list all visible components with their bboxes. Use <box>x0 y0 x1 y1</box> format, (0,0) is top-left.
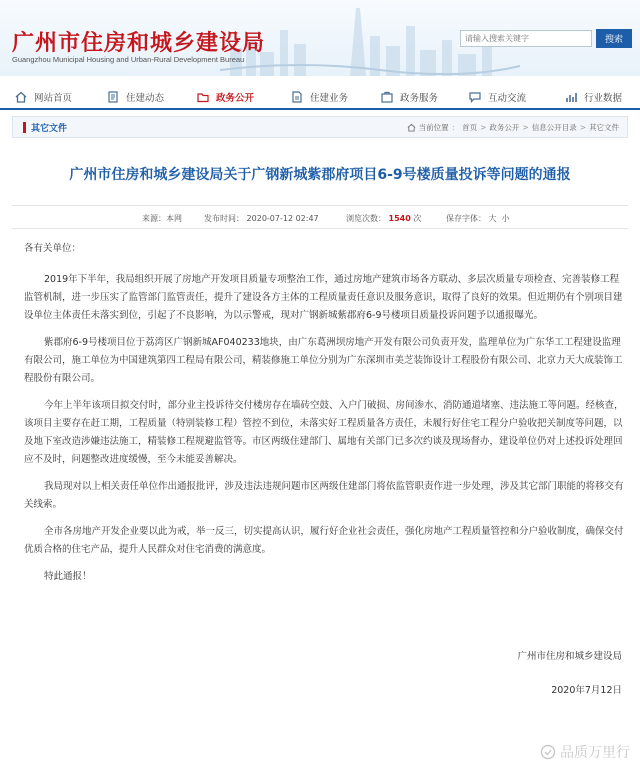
section-title <box>23 121 67 134</box>
nav-item-label: 网站首页 <box>34 93 73 104</box>
nav-item-government-affairs[interactable] <box>196 88 254 106</box>
breadcrumb-current[interactable]: 其它文件 <box>589 123 619 132</box>
chat-icon <box>468 90 482 104</box>
meta-font-size: 保存字体： 大 小 <box>446 214 510 223</box>
breadcrumb-link-catalog[interactable]: 信息公开目录 <box>531 123 577 132</box>
nav-item-housing-business[interactable] <box>290 88 348 106</box>
font-large-button[interactable]: 大 <box>488 214 497 223</box>
service-icon <box>380 90 394 104</box>
font-small-button[interactable]: 小 <box>501 214 510 223</box>
meta-source: 来源：本网 <box>142 214 182 223</box>
section-title-text: 其它文件 <box>31 124 68 134</box>
article-meta <box>12 205 628 229</box>
article-paragraph: 2019年下半年，我局组织开展了房地产开发项目质量专项整治工作，通过房地产建筑市场各方联动、多层次质量专项检查、完善装修工程监管机制，进一步压实了监管部门监管责任，提升了建设各方主体的工程质量责任意识及服务意识，取得了良好的效果。但近期仍有个别项目建设单位主体责任未落实到位，引起了不良影响，为以示警戒，现对广钢新城紫郡府6-9号楼项目质量投诉问题予以通报曝光。 <box>24 274 623 321</box>
nav-item-home[interactable] <box>14 88 72 106</box>
data-icon <box>564 90 578 104</box>
breadcrumb-link-home[interactable]: 首页 <box>462 123 478 132</box>
article-paragraph: 特此通报！ <box>44 571 92 582</box>
section-header-bar <box>12 116 628 138</box>
location-home-icon <box>407 123 416 132</box>
nav-item-label: 住建业务 <box>310 93 349 104</box>
search-button[interactable]: 搜索 <box>596 29 632 48</box>
home-icon <box>14 90 28 104</box>
article-title: 广州市住房和城乡建设局关于广钢新城紫郡府项目6-9号楼质量投诉等问题的通报 <box>69 167 571 183</box>
site-title-english: Guangzhou Municipal Housing and Urban-Rural Development Bureau <box>12 55 245 64</box>
nav-item-news[interactable] <box>106 88 164 106</box>
watermark <box>540 742 630 762</box>
article-greeting: 各有关单位： <box>24 243 82 254</box>
article-date: 2020年7月12日 <box>551 685 622 696</box>
search-input[interactable] <box>460 30 592 47</box>
article-paragraph: 我局现对以上相关责任单位作出通报批评，涉及违法违规问题市区两级住建部门将依监管职责作进一步处理，涉及其它部门职能的将移交有关线索。 <box>24 481 624 510</box>
article-paragraph: 今年上半年该项目拟交付时，部分业主投诉待交付楼房存在墙砖空鼓、入户门破损、房间渗水、消防通道堵塞、违法施工等问题。经核查，该项目主要存在赶工期，工程质量（特别装修工程）管控不到位，未落实好工程质量各方责任，未履行好住宅工程分户验收把关制度等问题，以及地下室改造涉嫌违法施工，精装修工程规避监管等。市区两级住建部门、属地有关部门已多次约谈及现场督办，建设单位仍对上述投诉处理回应不及时，问题整改进度缓慢，至今未能妥善解决。 <box>24 400 624 465</box>
nav-item-interaction[interactable] <box>468 88 526 106</box>
nav-item-industry-data[interactable] <box>564 88 622 106</box>
section-marker <box>23 122 26 133</box>
meta-views: 浏览次数： 1540 次 <box>346 214 422 223</box>
breadcrumb: 当前位置 ： 首页 > 政务公开 > 信息公开目录 > 其它文件 <box>407 122 619 133</box>
nav-item-label: 行业数据 <box>584 93 623 104</box>
nav-item-label: 住建动态 <box>126 93 165 104</box>
breadcrumb-link-government[interactable]: 政务公开 <box>489 123 520 132</box>
nav-item-label: 政务公开 <box>216 93 255 104</box>
meta-publish-time: 发布时间： 2020-07-12 02:47 <box>204 214 319 223</box>
article-body <box>24 240 624 595</box>
watermark-text: 品质万里行 <box>560 745 630 761</box>
article-paragraph: 全市各房地产开发企业要以此为戒，举一反三，切实提高认识，履行好企业社会责任，强化房地产工程质量管控和分户验收制度，确保交付优质合格的住宅产品，提升人民群众对住宅消费的满意度。 <box>24 526 624 555</box>
nav-item-label: 互动交流 <box>488 93 527 104</box>
breadcrumb-label: 当前位置 <box>418 123 449 132</box>
watermark-logo-icon <box>540 744 556 760</box>
site-title: 广州市住房和城乡建设局 <box>12 30 266 56</box>
folder-icon <box>196 90 210 104</box>
site-header <box>0 0 640 76</box>
article-paragraph: 紫郡府6-9号楼项目位于荔湾区广钢新城AF040233地块，由广东葛洲坝房地产开发有限公司负责开发，监理单位为广东华工工程建设监理有限公司，施工单位为中国建筑第四工程局有限公司，精装修施工单位分别为广东深圳市美芝装饰设计工程股份有限公司、北京力天大成装饰工程股份有限公司。 <box>24 337 623 384</box>
nav-item-services[interactable] <box>380 88 438 106</box>
article-signature: 广州市住房和城乡建设局 <box>517 651 622 662</box>
main-nav <box>0 84 640 110</box>
nav-item-label: 政务服务 <box>400 93 439 104</box>
document-icon <box>290 90 304 104</box>
view-count: 1540 <box>388 214 411 223</box>
news-icon <box>106 90 120 104</box>
